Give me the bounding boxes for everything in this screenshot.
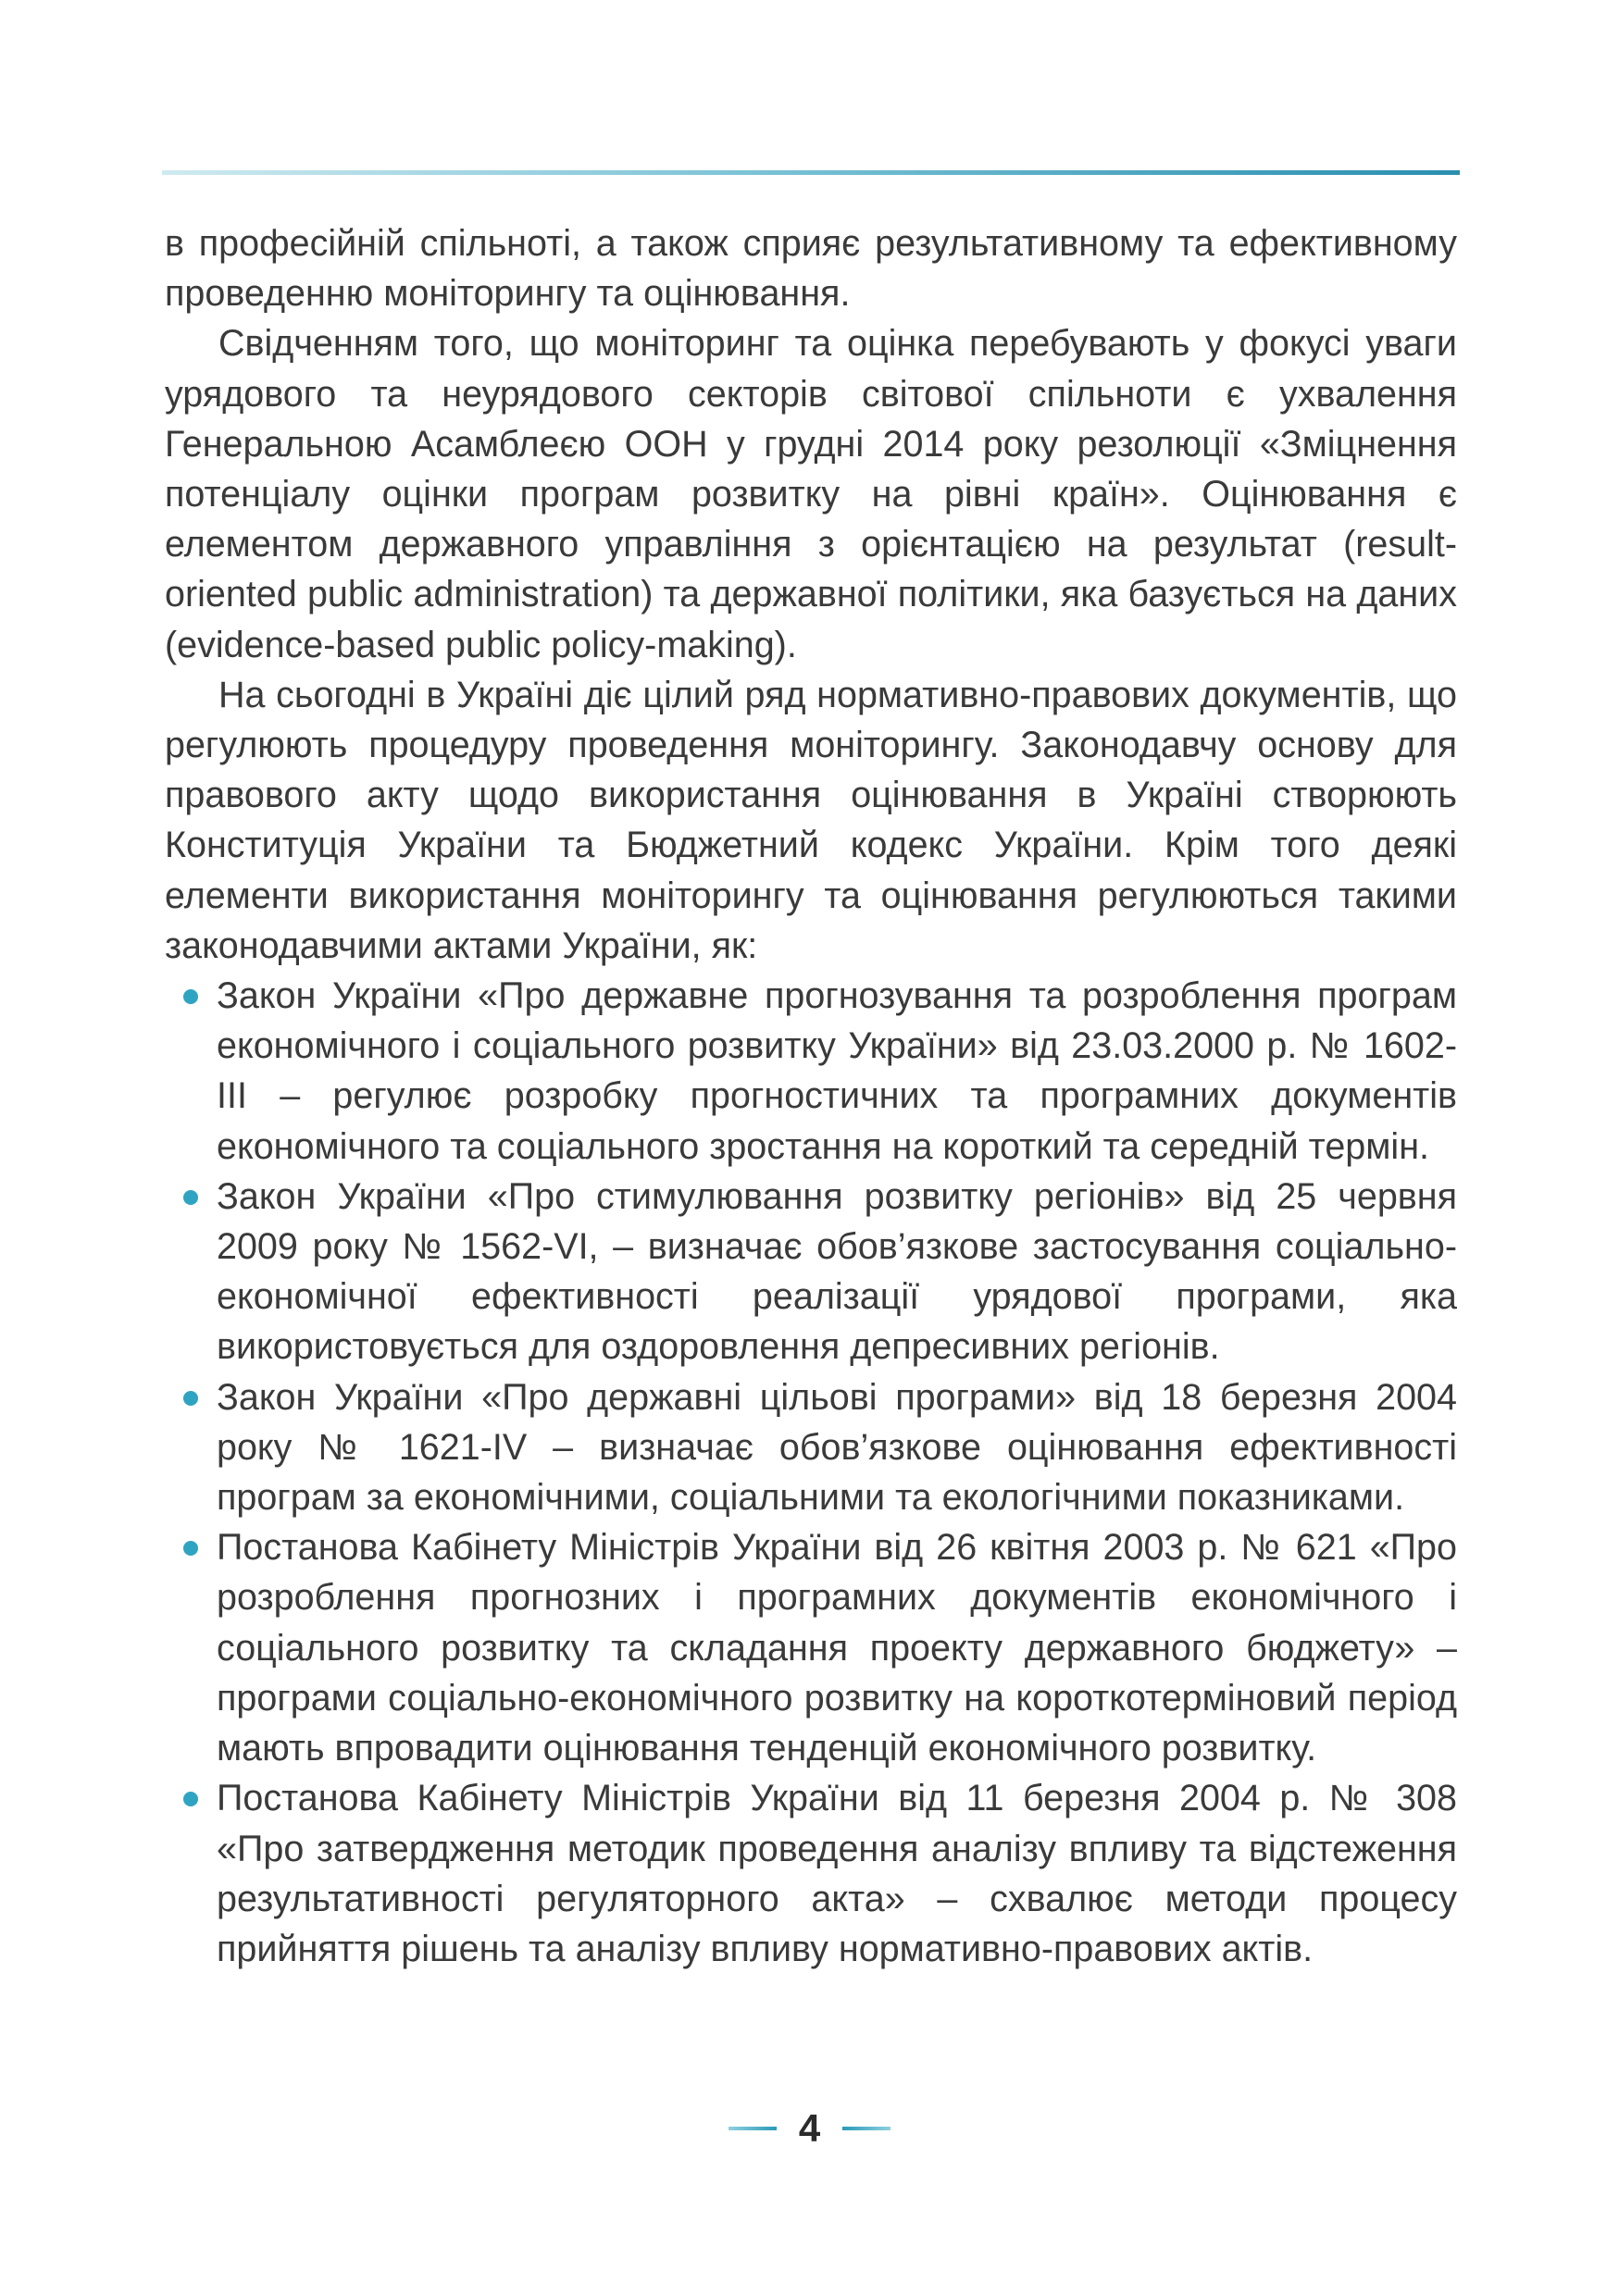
bullet-dot-icon [183, 1792, 198, 1806]
footer-left-dash [729, 2127, 777, 2130]
footer-right-dash [842, 2127, 890, 2130]
list-item [217, 1773, 1457, 1974]
paragraph-evaluation-focus: Свідченням того, що моніторинг та оцінка перебувають у фокусі уваги урядового та неурядового секторів світової спільноти є ухвалення Генеральною Асамблеєю ООН у грудні 2014 року резолюції «Зміцнення потенціалу оцінки програм розвитку на рівні країн». Оцінювання є елементом державного управління з орієнтацією на результат (result-oriented public administration) та державної політики, яка базується на даних (evidence-based public policy-making). [165, 323, 1457, 665]
list-item-text: Закон України «Про стимулювання розвитку регіонів» від 25 червня 2009 року № 1562-VI, – визначає обов’язкове застосування соціально-економічної ефективності реалізації урядової програми, яка використовується для оздоровлення депресивних регіонів. [217, 1175, 1457, 1368]
paragraph-continued: в професійній спільноті, а також сприяє результативному та ефективному проведенню моніторингу та оцінювання. [165, 223, 1457, 315]
page-body [165, 218, 1457, 1974]
bullet-dot-icon [183, 1541, 198, 1556]
paragraph-legal-framework: На сьогодні в Україні діє цілий ряд нормативно-правових документів, що регулюють процедуру проведення моніторингу. Законодавчу основу для правового акту щодо використання оцінювання в Україні створюють Конституція України та Бюджетний кодекс України. Крім того деякі елементи використання моніторингу та оцінювання регулюються такими законодавчими актами України, як: [165, 674, 1457, 966]
legal-acts-list [165, 971, 1457, 1974]
list-item-text: Постанова Кабінету Міністрів України від 26 квітня 2003 р. № 621 «Про розроблення прогнозних і програмних документів економічного і соціального розвитку та складання проекту державного бюджету» – програми соціально-економічного розвитку на короткотерміновий період мають впровадити оцінювання тенденцій економічного розвитку. [217, 1527, 1457, 1769]
bullet-dot-icon [183, 1190, 198, 1205]
list-item [217, 1372, 1457, 1523]
page-number: 4 [798, 2106, 821, 2150]
list-item [217, 971, 1457, 1172]
list-item-text: Постанова Кабінету Міністрів України від 11 березня 2004 р. № 308 «Про затвердження методик проведення аналізу впливу та відстеження результативності регуляторного акта» – схвалює методи процесу прийняття рішень та аналізу впливу нормативно-правових актів. [217, 1778, 1457, 1969]
header-rule [162, 170, 1460, 175]
list-item-text: Закон України «Про державне прогнозування та розроблення програм економічного і соціального розвитку України» від 23.03.2000 р. № 1602-ІІІ – регулює розробку прогностичних та програмних документів економічного та соціального зростання на короткий та середній термін. [217, 975, 1457, 1167]
list-item [217, 1172, 1457, 1372]
list-item [217, 1522, 1457, 1773]
page-footer [0, 2101, 1619, 2156]
bullet-dot-icon [183, 1391, 198, 1406]
list-item-text: Закон України «Про державні цільові програми» від 18 березня 2004 року № 1621-IV – визначає обов’язкове оцінювання ефективності програм за економічними, соціальними та екологічними показниками. [217, 1376, 1457, 1519]
bullet-dot-icon [183, 989, 198, 1004]
